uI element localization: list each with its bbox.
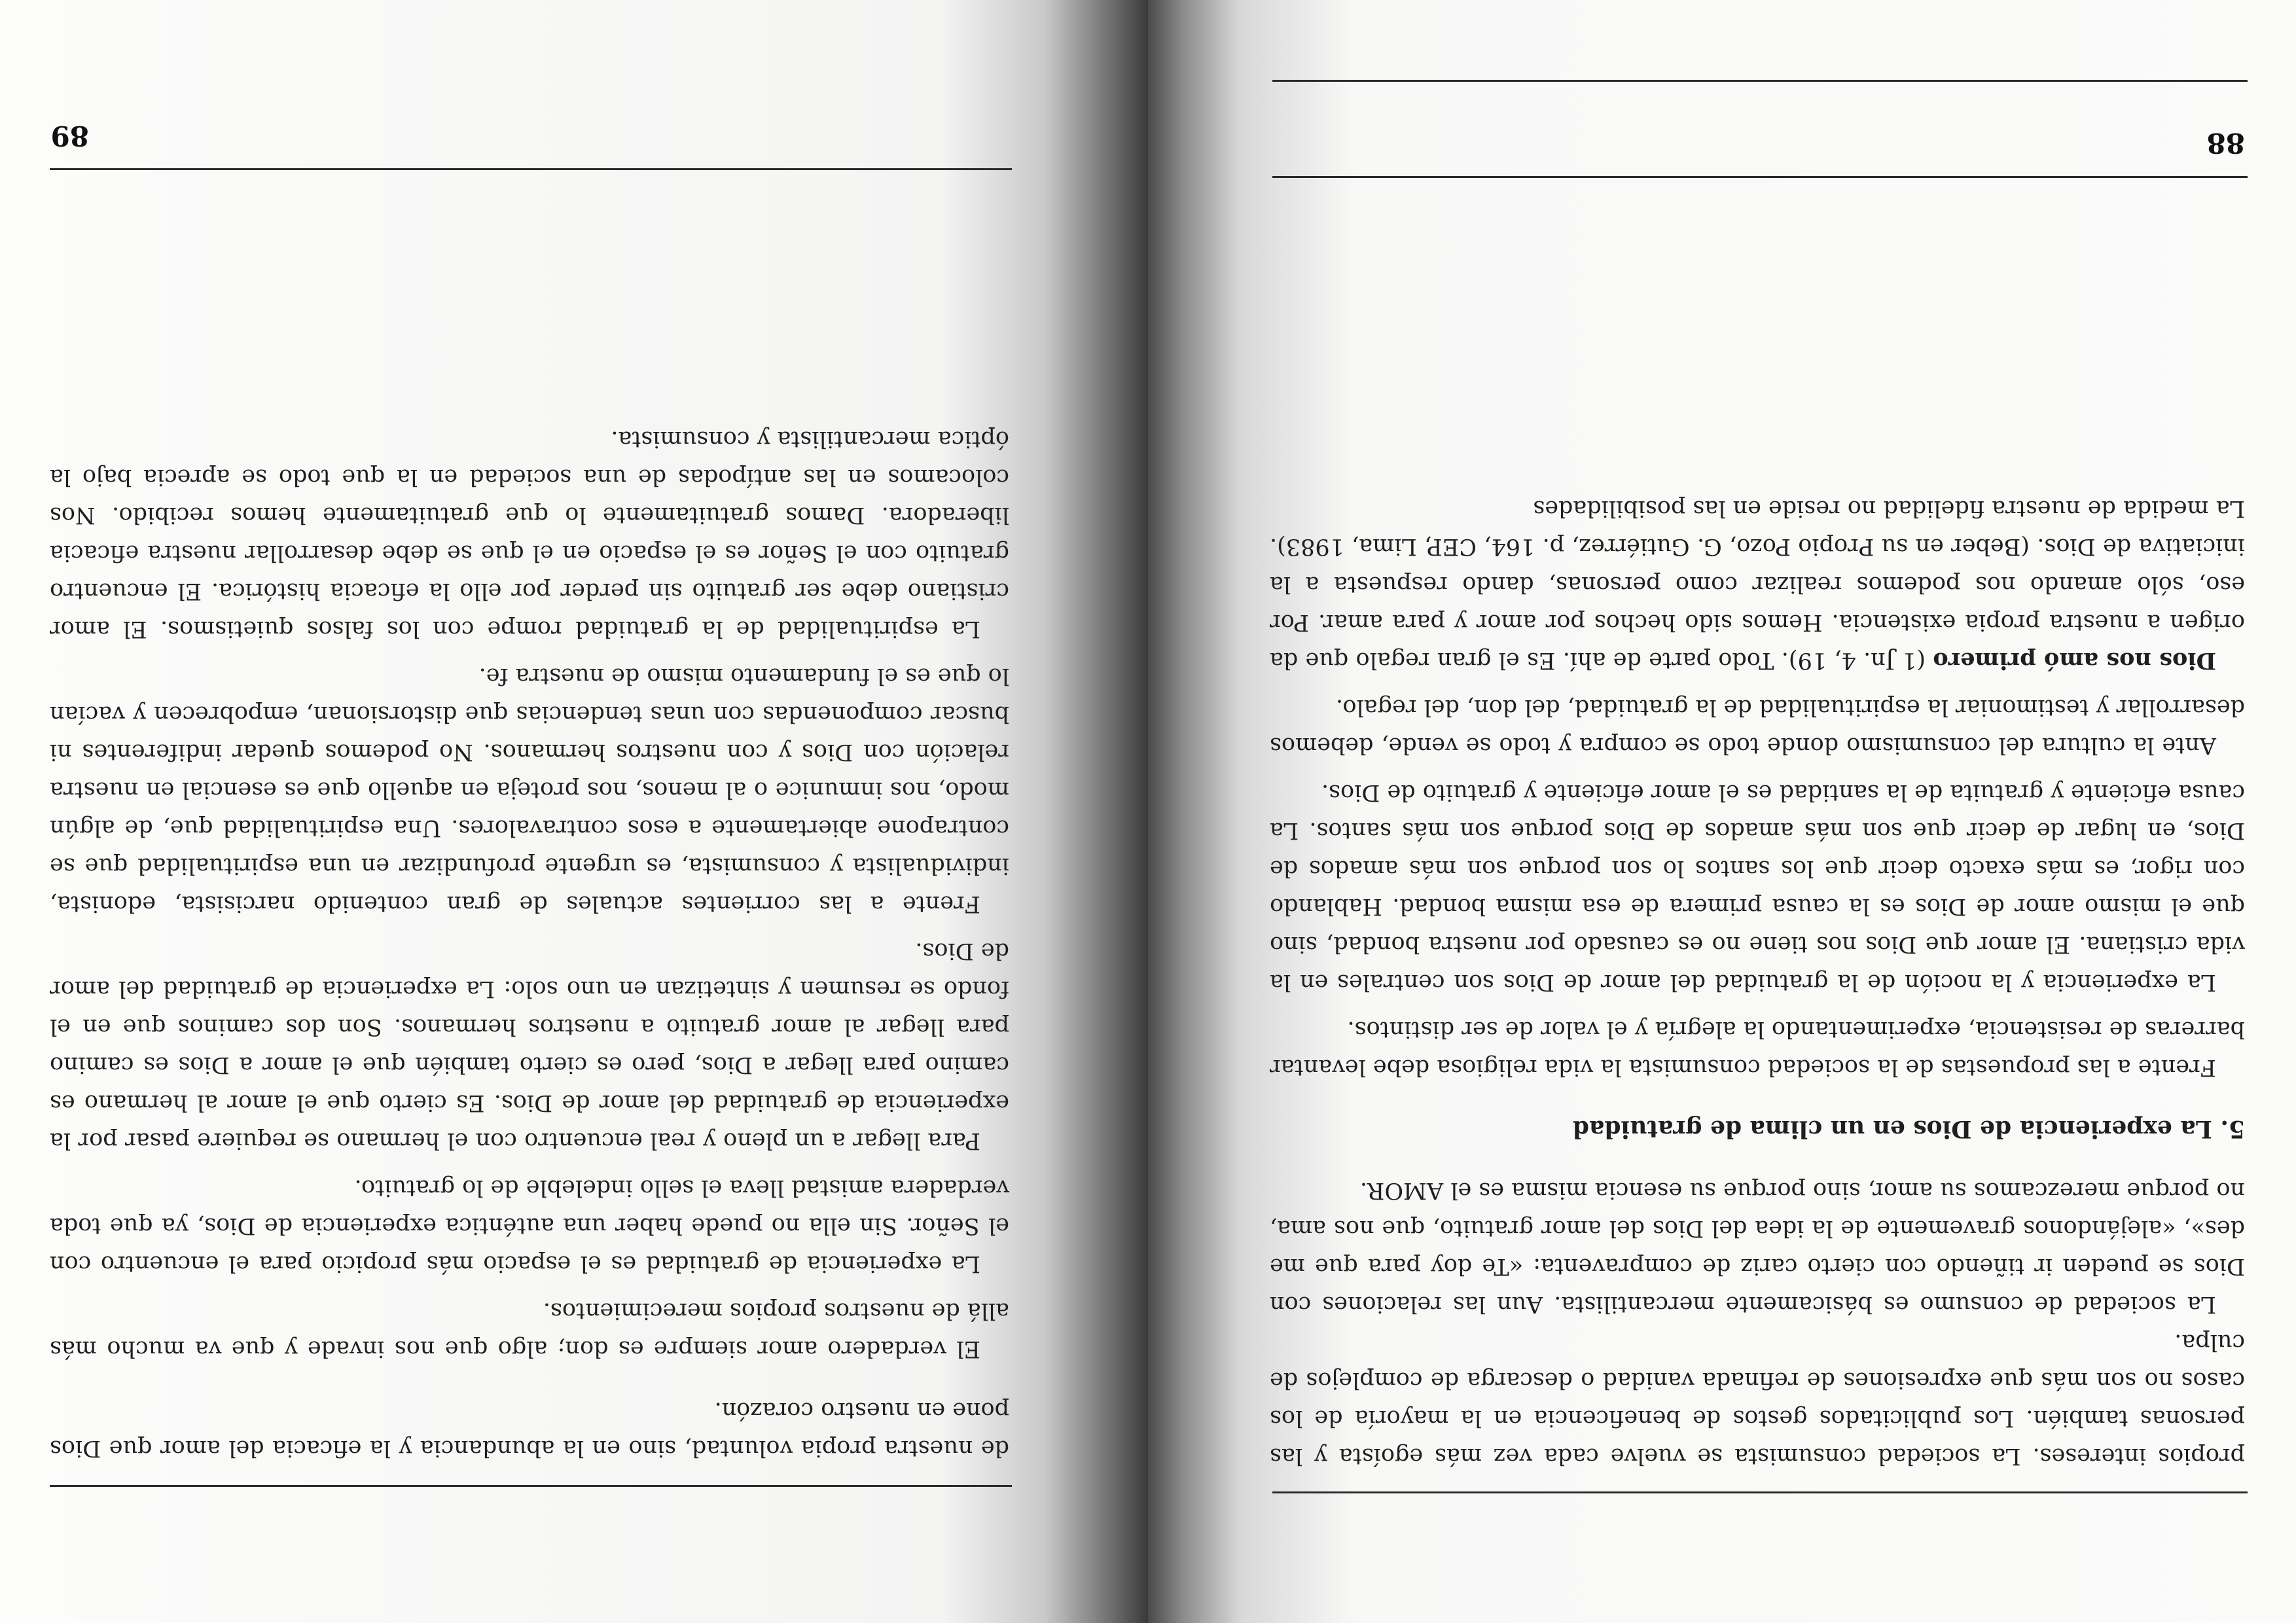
footer-rule <box>1272 176 2248 178</box>
section-heading: 5. La experiencia de Dios en un clima de gratuidad <box>1572 1115 2245 1143</box>
paragraph-text: (1 Jn. 4, 19). Todo parte de ahí. Es el gran regalo que da origen a nuestra propia existencia. Hemos sido hechos por amor y para amar. Por eso, sólo amando nos podemos realizar como personas, dando respuesta a la iniciativa de Dios. (Beber en su Propio Pozo, G. Gutiérrez, p. 164, CEP, Lima, 1983). La medida de nuestra fidelidad no reside en las posibilidades <box>1270 495 2245 673</box>
left-page <box>1148 0 2296 1623</box>
paragraph: La espiritualidad de la gratuidad rompe con los falsos quietismos. El amor cristiano debe ser gratuito sin perder por ello la eficacia histórica. El encuentro gratuito con el Señor es el espacio en el que se debe desarrollar nuestra eficacia liberadora. Damos gratuitamente lo que gratuitamente hemos recibido. Nos colocamos en las antípodas de una sociedad en la que todo se aprecia bajo la óptica mercantilista y consumista. <box>50 426 1009 642</box>
top-rule <box>1272 1491 2248 1493</box>
paragraph: Frente a las propuestas de la sociedad consumista la vida religiosa debe levantar barreras de resistencia, experimentando la alegría y el valor de ser distintos. <box>1270 1016 2245 1080</box>
bottom-rule <box>1272 80 2248 82</box>
page-number: 88 <box>2206 127 2245 159</box>
left-page-body <box>1270 490 2245 1475</box>
paragraph: Para llegar a un pleno y real encuentro con el hermano se requiere pasar por la experiencia de gratuidad del amor de Dios. Es cierto que el amor al hermano es camino para llegar a Dios, pero es cierto también que el amor a Dios es camino para llegar al amor gratuito a nuestros hermanos. Son dos caminos que en el fondo se resumen y sintetizan en uno solo: La experiencia de gratuidad del amor de Dios. <box>50 938 1009 1154</box>
paragraph <box>1270 490 2245 679</box>
paragraph: Ante la cultura del consumismo donde todo se compra y todo se vende, debemos desarrollar y testimoniar la espiritualidad de la gratuidad, del don, del regalo. <box>1270 694 2245 758</box>
right-page-body <box>50 420 1009 1467</box>
top-rule <box>50 1485 1012 1487</box>
paragraph: El verdadero amor siempre es don; algo que nos invade y que va mucho más allá de nuestros propios merecimientos. <box>50 1298 1009 1362</box>
paragraph: La experiencia y la noción de la gratuidad del amor de Dios son centrales en la vida cristiana. El amor que Dios nos tiene no es causado por nuestra bondad, sino que el mismo amor de Dios es la causa primera de esa misma bondad. Hablando con rigor, es más exacto decir que los santos lo son porque son más amados de Dios, en lugar de decir que son más amados de Dios porque son más santos. La causa eficiente y gratuita de la santidad es el amor eficiente y gratuito de Dios. <box>1270 779 2245 995</box>
footer-rule <box>50 168 1012 170</box>
page-number: 89 <box>50 120 89 152</box>
paragraph: Frente a las corrientes actuales de gran contenido narcisista, edonista, individualista y consumista, es urgente profundizar en una espiritualidad que se contrapone abiertamente a esos contravalores. Una espiritualidad que, de algún modo, nos inmunice o al menos, nos proteja en aquello que es esencial en nuestra relación con Dios y con nuestros hermanos. No podemos quedar indiferentes ni buscar componendas con unas tendencias que distorsionan, empobrecen y vacían lo que es el fundamento mismo de nuestra fe. <box>50 663 1009 917</box>
paragraph: propios intereses. La sociedad consumista se vuelve cada vez más egoísta y las personas también. Los publicitados gestos de beneficencia en la mayoría de los casos no son más que expresiones de refinada vanidad o descarga de complejos de culpa. <box>1270 1329 2245 1469</box>
paragraph: La sociedad de consumo es básicamente mercantilista. Aun las relaciones con Dios se pueden ir tiñendo con cierto cariz de compraventa: «Te doy para que me des», «alejándonos gravemente de la idea del Dios del amor gratuito, que nos ama, no porque merezcamos su amor, sino porque su esencia misma es el AMOR. <box>1270 1177 2245 1317</box>
bold-lead: Dios nos amó primero <box>1933 647 2216 674</box>
paragraph: La experiencia de gratuidad es el espacio más propicio para el encuentro con el Señor. Sin ella no puede haber una auténtica experiencia de Dios, ya que toda verdadera amistad lleva el sello indeleble de lo gratuito. <box>50 1175 1009 1277</box>
paragraph: de nuestra propia voluntad, sino en la abundancia y la eficacia del amor que Dios pone en nuestro corazón. <box>50 1397 1009 1461</box>
